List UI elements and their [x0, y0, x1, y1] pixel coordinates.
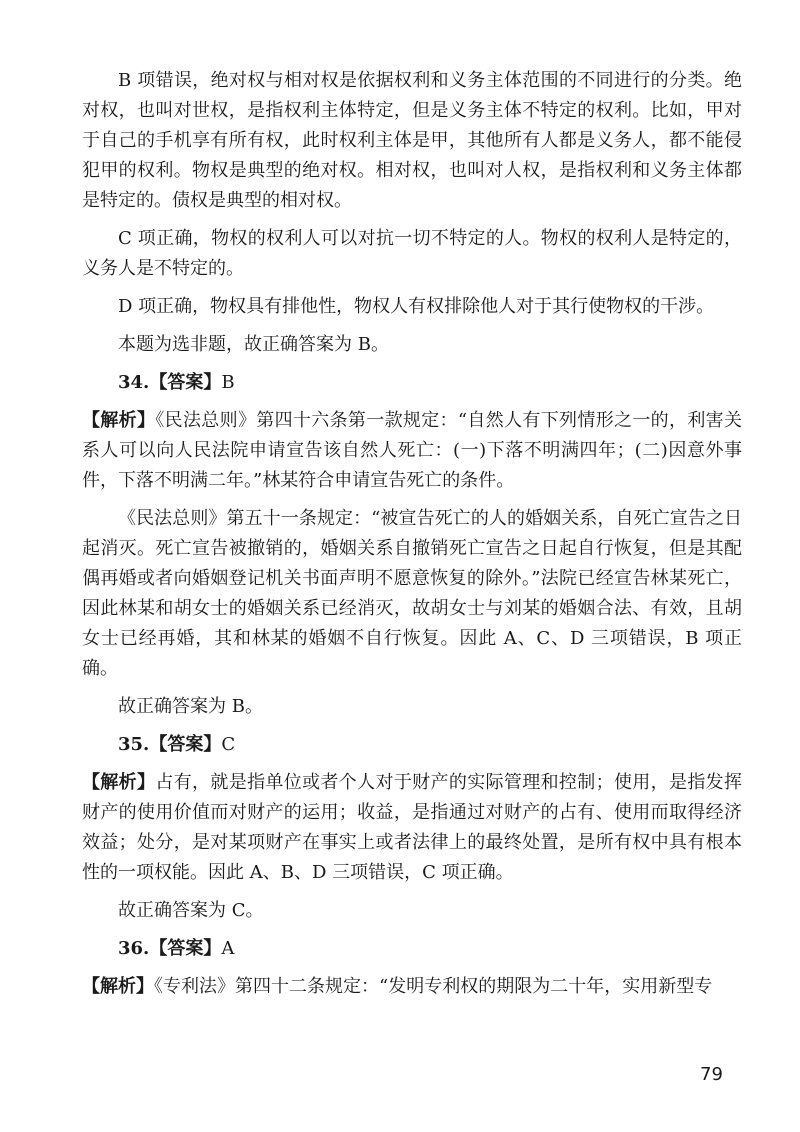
question-number: 35.	[118, 734, 150, 755]
question-number: 36.	[118, 938, 150, 959]
analysis-34	[82, 406, 742, 496]
paragraph-text: 本题为选非题，故正确答案为 B。	[118, 334, 389, 355]
paragraph-text: 故正确答案为 C。	[118, 900, 264, 921]
answer-label: 【答案】	[149, 938, 222, 959]
paragraph-text: 《民法总则》第五十一条规定：“被宣告死亡的人的婚姻关系，自死亡宣告之日起消灭。死亡宣告被撤销的，婚姻关系自撤销死亡宣告之日起自行恢复，但是其配偶再婚或者向婚姻登记机关书面声明不愿意恢复的除外。”法院已经宣告林某死亡，因此林某和胡女士的婚姻关系已经消灭，故胡女士与刘某的婚姻合法、有效，且胡女士已经再婚，其和林某的婚姻不自行恢复。因此 A、C、D 三项错误，B 项正确。	[82, 508, 742, 679]
paragraph-conclusion	[82, 330, 742, 360]
answer-value: C	[221, 734, 236, 755]
answer-heading-36	[82, 934, 742, 964]
paragraph-option-b	[82, 66, 742, 216]
paragraph-article-51	[82, 504, 742, 684]
paragraph-option-c	[82, 224, 742, 284]
answer-label: 【答案】	[149, 734, 222, 755]
paragraph-text: 占有，就是指单位或者个人对于财产的实际管理和控制；使用，是指发挥财产的使用价值而对财产的运用；收益，是指通过对财产的占有、使用而取得经济效益；处分，是对某项财产在事实上或者法律上的最终处置，是所有权中具有根本性的一项权能。因此 A、B、D 三项错误，C 项正确。	[82, 772, 743, 883]
paragraph-text: 《专利法》第四十二条规定：“发明专利权的期限为二十年，实用新型专	[154, 976, 713, 997]
answer-value: B	[221, 372, 235, 393]
analysis-label: 【解析】	[82, 976, 154, 997]
paragraph-text: 故正确答案为 B。	[118, 696, 263, 717]
paragraph-text: 《民法总则》第四十六条第一款规定：“自然人有下列情形之一的，利害关系人可以向人民法院申请宣告该自然人死亡：(一)下落不明满四年；(二)因意外事件，下落不明满二年。”林某符合申请宣告死亡的条件。	[82, 410, 742, 491]
paragraph-text: C 项正确，物权的权利人可以对抗一切不特定的人。物权的权利人是特定的，义务人是不特定的。	[82, 228, 742, 279]
page-number: 79	[700, 1064, 723, 1085]
analysis-35	[82, 768, 742, 888]
answer-heading-34	[82, 368, 742, 398]
paragraph-conclusion-35	[82, 896, 742, 926]
analysis-36	[82, 972, 742, 1002]
answer-label: 【答案】	[149, 372, 222, 393]
paragraph-text: D 项正确，物权具有排他性，物权人有权排除他人对于其行使物权的干涉。	[118, 296, 715, 317]
analysis-label: 【解析】	[82, 410, 156, 431]
body-text	[82, 66, 742, 1010]
answer-value: A	[221, 938, 235, 959]
paragraph-option-d	[82, 292, 742, 322]
analysis-label: 【解析】	[82, 772, 156, 793]
paragraph-conclusion-34	[82, 692, 742, 722]
paragraph-text: B 项错误，绝对权与相对权是依据权利和义务主体范围的不同进行的分类。绝对权，也叫对世权，是指权利主体特定，但是义务主体不特定的权利。比如，甲对于自己的手机享有所有权，此时权利主体是甲，其他所有人都是义务人，都不能侵犯甲的权利。物权是典型的绝对权。相对权，也叫对人权，是指权利和义务主体都是特定的。债权是典型的相对权。	[82, 70, 742, 211]
answer-heading-35	[82, 730, 742, 760]
question-number: 34.	[118, 372, 150, 393]
